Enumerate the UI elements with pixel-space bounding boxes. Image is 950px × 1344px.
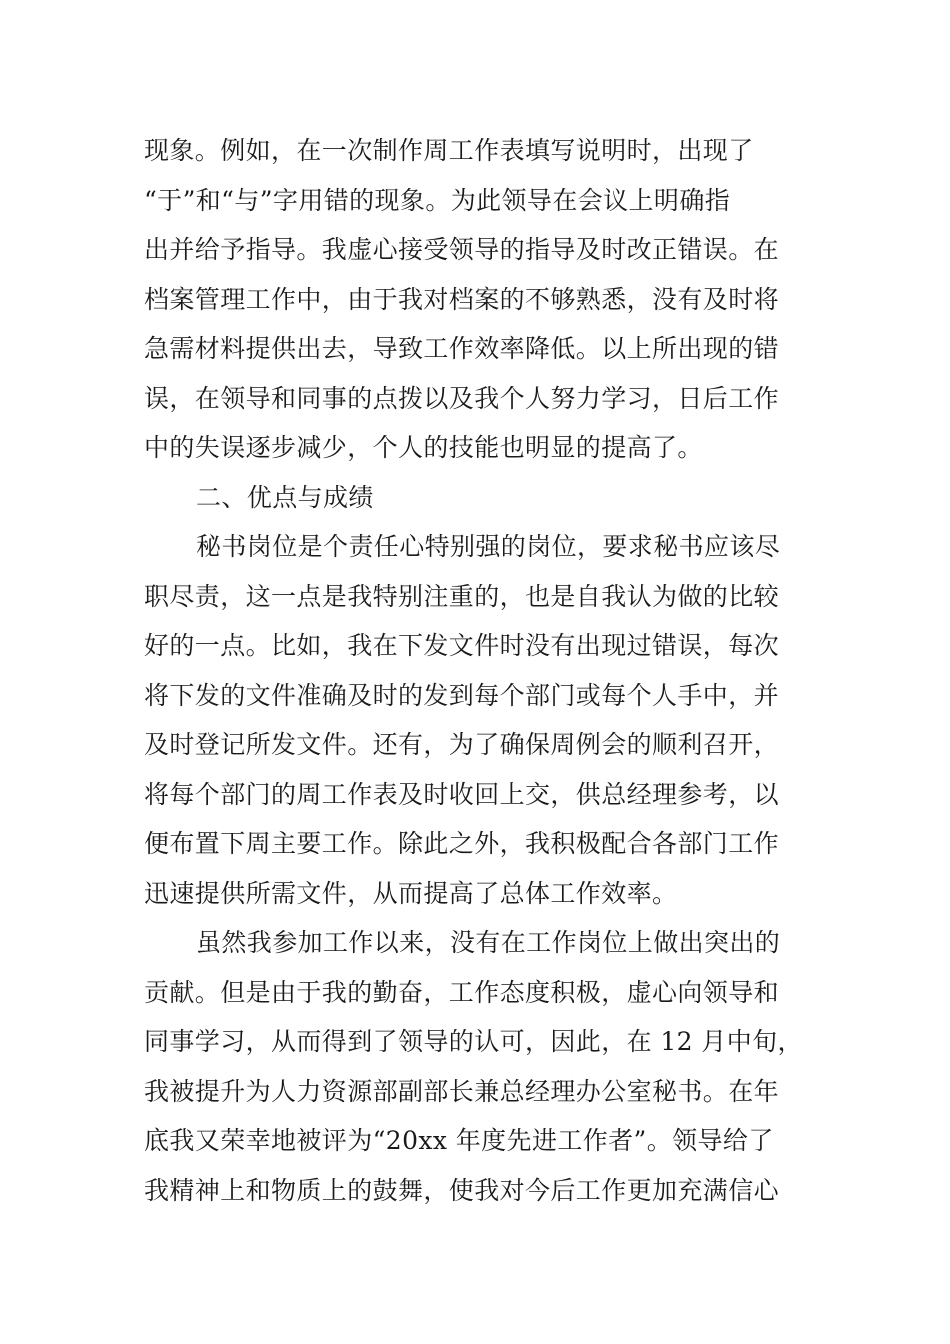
text-line: 我被提升为人力资源部副部长兼总经理办公室秘书。在年 bbox=[144, 1076, 780, 1106]
text-line: 秘书岗位是个责任心特别强的岗位，要求秘书应该尽 bbox=[196, 532, 781, 561]
text-line: 现象。例如，在一次制作周工作表填写说明时，出现了 bbox=[144, 136, 754, 165]
document-body bbox=[144, 126, 809, 1215]
text-line: 迅速提供所需文件，从而提高了总体工作效率。 bbox=[144, 878, 678, 908]
text-line: 便布置下周主要工作。除此之外，我积极配合各部门工作 bbox=[144, 829, 780, 858]
text-line: 急需材料提供出去，导致工作效率降低。以上所出现的错 bbox=[144, 334, 780, 363]
text-line: 底我又荣幸地被评为“20xx 年度先进工作者”。领导给了 bbox=[144, 1126, 774, 1155]
text-line: 中的失误逐步减少，个人的技能也明显的提高了。 bbox=[144, 433, 703, 462]
text-line: 同事学习，从而得到了领导的认可，因此，在 12 月中旬， bbox=[144, 1027, 803, 1056]
text-line: 误，在领导和同事的点拨以及我个人努力学习，日后工作 bbox=[144, 383, 780, 413]
text-line: 及时登记所发文件。还有，为了确保周例会的顺利召开， bbox=[144, 730, 780, 759]
text-line: 好的一点。比如，我在下发文件时没有出现过错误，每次 bbox=[144, 631, 780, 660]
text-line: “于”和“与”字用错的现象。为此领导在会议上明确指 bbox=[144, 185, 731, 215]
text-line: 我精神上和物质上的鼓舞，使我对今后工作更加充满信心 bbox=[144, 1175, 780, 1205]
section-heading: 二、优点与成绩 bbox=[196, 482, 374, 512]
text-line: 职尽责，这一点是我特别注重的，也是自我认为做的比较 bbox=[144, 581, 780, 611]
text-line: 将每个部门的周工作表及时收回上交，供总经理参考，以 bbox=[144, 779, 780, 809]
text-line: 档案管理工作中，由于我对档案的不够熟悉，没有及时将 bbox=[144, 284, 780, 314]
text-line: 虽然我参加工作以来，没有在工作岗位上做出突出的 bbox=[196, 928, 781, 957]
text-line: 将下发的文件准确及时的发到每个部门或每个人手中，并 bbox=[144, 680, 780, 710]
text-line: 贡献。但是由于我的勤奋，工作态度积极，虚心向领导和 bbox=[144, 977, 780, 1007]
text-line: 出并给予指导。我虚心接受领导的指导及时改正错误。在 bbox=[144, 235, 780, 264]
